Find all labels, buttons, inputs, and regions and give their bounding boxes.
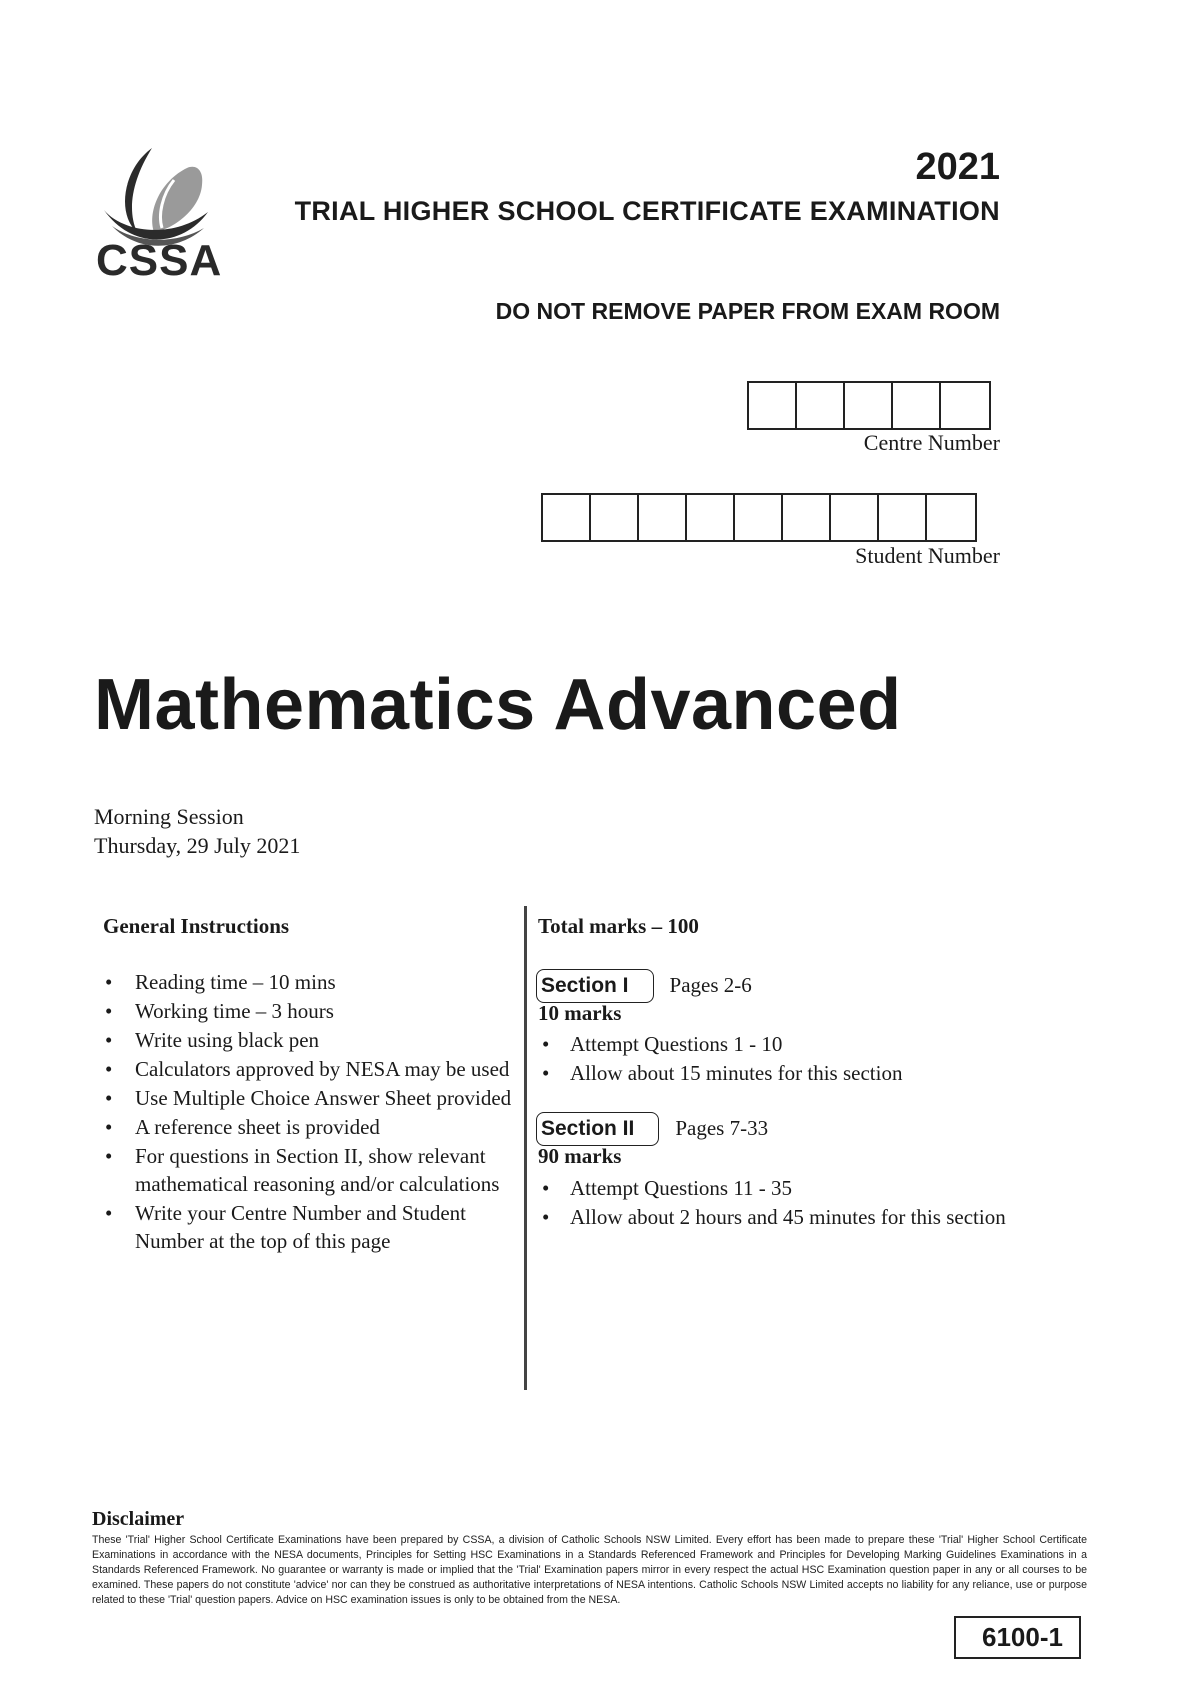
list-item: • Working time – 3 hours — [103, 997, 523, 1025]
centre-number-digit[interactable] — [941, 383, 989, 428]
session-name: Morning Session — [94, 804, 244, 829]
student-number-digit[interactable] — [687, 495, 735, 540]
general-instructions-heading: General Instructions — [103, 914, 290, 938]
general-instructions-list — [103, 968, 523, 1256]
student-number-digit[interactable] — [879, 495, 927, 540]
logo-text: CSSA — [96, 236, 223, 285]
exam-date: Thursday, 29 July 2021 — [94, 833, 301, 858]
student-number-boxes[interactable] — [541, 493, 977, 542]
list-item: • Allow about 15 minutes for this section — [538, 1059, 1008, 1088]
section-1-label: Section I — [536, 969, 654, 1003]
section-2-header — [536, 1112, 768, 1146]
section-2-label: Section II — [536, 1112, 659, 1146]
centre-number-boxes[interactable] — [747, 381, 991, 430]
student-number-digit[interactable] — [639, 495, 687, 540]
student-number-digit[interactable] — [735, 495, 783, 540]
list-item: • A reference sheet is provided — [103, 1113, 523, 1141]
disclaimer-text: These 'Trial' Higher School Certificate Examinations have been prepared by CSSA, a division of Catholic Schools NSW Limited. Every effort has been made to prepare these 'Trial' Higher School Certificate Examinations in accordance with the NESA documents, Principles for Setting HSC Examinations in a Standards Referenced Framework and Principles for Developing Marking Guidelines Examinations in a Standards Referenced Framework. No guarantee or warranty is made or implied that the 'Trial' Examination papers mirror in every respect the actual HSC Examination question paper in any or all courses to be examined. These papers do not constitute 'advice' nor can they be construed as authoritative interpretations of NESA intentions. Catholic Schools NSW Limited accepts no liability for any reliance, use or purpose related to these 'Trial' question papers. Advice on HSC examination issues is only to be obtained from the NESA. — [92, 1534, 1087, 1606]
section-2-marks: 90 marks — [538, 1144, 622, 1168]
student-number-digit[interactable] — [543, 495, 591, 540]
section-1-marks: 10 marks — [538, 1001, 622, 1025]
list-item: • Attempt Questions 1 - 10 — [538, 1030, 1008, 1059]
warning-notice: DO NOT REMOVE PAPER FROM EXAM ROOM — [495, 298, 1000, 324]
student-number-digit[interactable] — [831, 495, 879, 540]
paper-code: 6100-1 — [954, 1616, 1081, 1659]
list-item: • Attempt Questions 11 - 35 — [538, 1174, 1008, 1203]
section-1-pages: Pages 2-6 — [669, 973, 752, 997]
section-2-pages: Pages 7-33 — [675, 1116, 769, 1140]
list-item: • Write using black pen — [103, 1026, 523, 1054]
list-item: • Use Multiple Choice Answer Sheet provided — [103, 1084, 523, 1112]
centre-number-digit[interactable] — [797, 383, 845, 428]
section-1-list — [538, 1030, 1008, 1088]
section-2-list — [538, 1174, 1008, 1232]
centre-number-digit[interactable] — [749, 383, 797, 428]
exam-year: 2021 — [915, 146, 1000, 188]
disclaimer-heading: Disclaimer — [92, 1508, 185, 1530]
student-number-digit[interactable] — [591, 495, 639, 540]
list-item: • For questions in Section II, show relevant mathematical reasoning and/or calculations — [103, 1142, 523, 1198]
student-number-digit[interactable] — [783, 495, 831, 540]
student-number-digit[interactable] — [927, 495, 975, 540]
centre-number-digit[interactable] — [893, 383, 941, 428]
centre-number-digit[interactable] — [845, 383, 893, 428]
session-info — [94, 802, 300, 860]
column-divider — [524, 906, 527, 1390]
subject-title: Mathematics Advanced — [94, 665, 902, 745]
list-item: • Reading time – 10 mins — [103, 968, 523, 996]
list-item: • Write your Centre Number and Student Number at the top of this page — [103, 1199, 523, 1255]
list-item: • Calculators approved by NESA may be used — [103, 1055, 523, 1083]
centre-number-label: Centre Number — [863, 430, 1000, 455]
student-number-label: Student Number — [855, 543, 1000, 568]
section-1-header — [536, 969, 752, 1003]
exam-title: TRIAL HIGHER SCHOOL CERTIFICATE EXAMINATION — [294, 196, 1000, 226]
total-marks: Total marks – 100 — [538, 914, 699, 938]
list-item: • Allow about 2 hours and 45 minutes for this section — [538, 1203, 1008, 1232]
